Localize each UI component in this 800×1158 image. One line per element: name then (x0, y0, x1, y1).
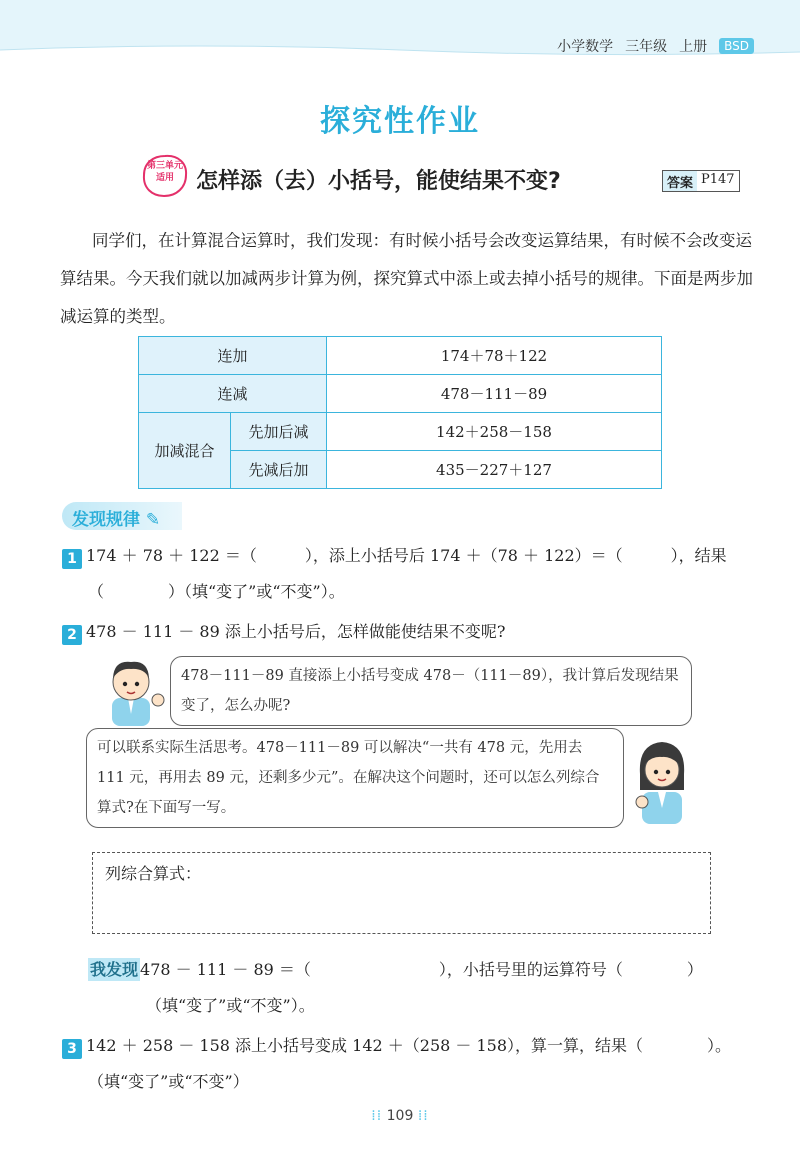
q3-line1: 142 ＋ 258 － 158 添上小括号变成 142 ＋（258 － 158），算一算，结果（ ）。 (86, 1036, 732, 1055)
boy-avatar-icon (100, 654, 170, 726)
table-cell-expr: 174＋78＋122 (327, 337, 662, 375)
header-band (0, 0, 800, 70)
q3-line2: （填“变了”或“不变”） (88, 1072, 249, 1091)
answer-reference (662, 170, 740, 192)
intro-paragraph (60, 222, 760, 336)
edition-badge: BSD (719, 38, 754, 54)
table-cell-label: 连加 (139, 337, 327, 375)
discovery-line (88, 952, 758, 988)
seal-line1: 第三单元 (146, 161, 183, 171)
table-row (139, 337, 662, 375)
dots-left-icon: ⁞⁞ (371, 1108, 383, 1124)
q1-line2: （ ）（填“变了”或“不变”）。 (88, 582, 345, 601)
question-1 (62, 538, 752, 610)
discovery-note: （填“变了”或“不变”）。 (146, 996, 315, 1015)
dots-right-icon: ⁞⁞ (417, 1108, 429, 1124)
subtitle: 怎样添（去）小括号，能使结果不变? (196, 169, 561, 194)
table-cell-group: 加减混合 (139, 413, 231, 489)
table-row (139, 375, 662, 413)
page-footer (0, 1108, 800, 1124)
answer-box-label: 列综合算式： (105, 864, 202, 883)
question-2 (62, 614, 752, 650)
header-volume: 上册 (679, 39, 708, 55)
header-subject: 小学数学 (557, 39, 614, 55)
page-number: 109 (386, 1108, 414, 1124)
table-cell-label: 先加后减 (231, 413, 327, 451)
question-number: 2 (62, 625, 82, 645)
q2-text: 478 － 111 － 89 添上小括号后，怎样做能使结果不变呢? (86, 622, 506, 641)
operation-types-table (138, 336, 662, 489)
answer-page: P147 (701, 172, 735, 187)
question-3 (62, 1028, 762, 1100)
intro-text: 同学们，在计算混合运算时，我们发现：有时候小括号会改变运算结果，有时候不会改变运算结果。今天我们就以加减两步计算为例，探究算式中添上或去掉小括号的规律。下面是两步加减运算的类型。 (60, 231, 753, 326)
table-cell-expr: 478－111－89 (327, 375, 662, 413)
table-row (139, 413, 662, 451)
girl-speech-bubble: 可以联系实际生活思考。478－111－89 可以解决“一共有 478 元，先用去 111 元，再用去 89 元，还剩多少元”。在解决这个问题时，还可以怎么列综合算式?在下面写一写。 (86, 728, 624, 828)
seal-line2: 适用 (155, 173, 174, 183)
header-grade: 三年级 (625, 39, 668, 55)
page-title: 探究性作业 (320, 104, 480, 139)
discover-label: 我发现 (90, 960, 139, 979)
boy-speech-bubble: 478－111－89 直接添上小括号变成 478－（111－89），我计算后发现结果变了，怎么办呢? (170, 656, 692, 726)
table-cell-label: 先减后加 (231, 451, 327, 489)
section-heading (62, 502, 182, 530)
discover-text: 478 － 111 － 89 ＝（ ），小括号里的运算符号（ ） (140, 960, 703, 979)
table-cell-expr: 435－227＋127 (327, 451, 662, 489)
answer-write-box[interactable] (92, 852, 711, 934)
pencil-icon: ✎ (145, 510, 161, 530)
girl-avatar-icon (630, 734, 698, 826)
unit-seal-text (140, 160, 190, 184)
table-cell-label: 连减 (139, 375, 327, 413)
q1-line1: 174 ＋ 78 ＋ 122 ＝（ ），添上小括号后 174 ＋（78 ＋ 122）＝（ ），结果 (86, 546, 727, 565)
table-cell-expr: 142＋258－158 (327, 413, 662, 451)
header-info (557, 36, 754, 56)
question-number: 3 (62, 1039, 82, 1059)
section-label: 发现规律 (72, 510, 140, 530)
answer-label: 答案 (663, 171, 697, 191)
question-number: 1 (62, 549, 82, 569)
